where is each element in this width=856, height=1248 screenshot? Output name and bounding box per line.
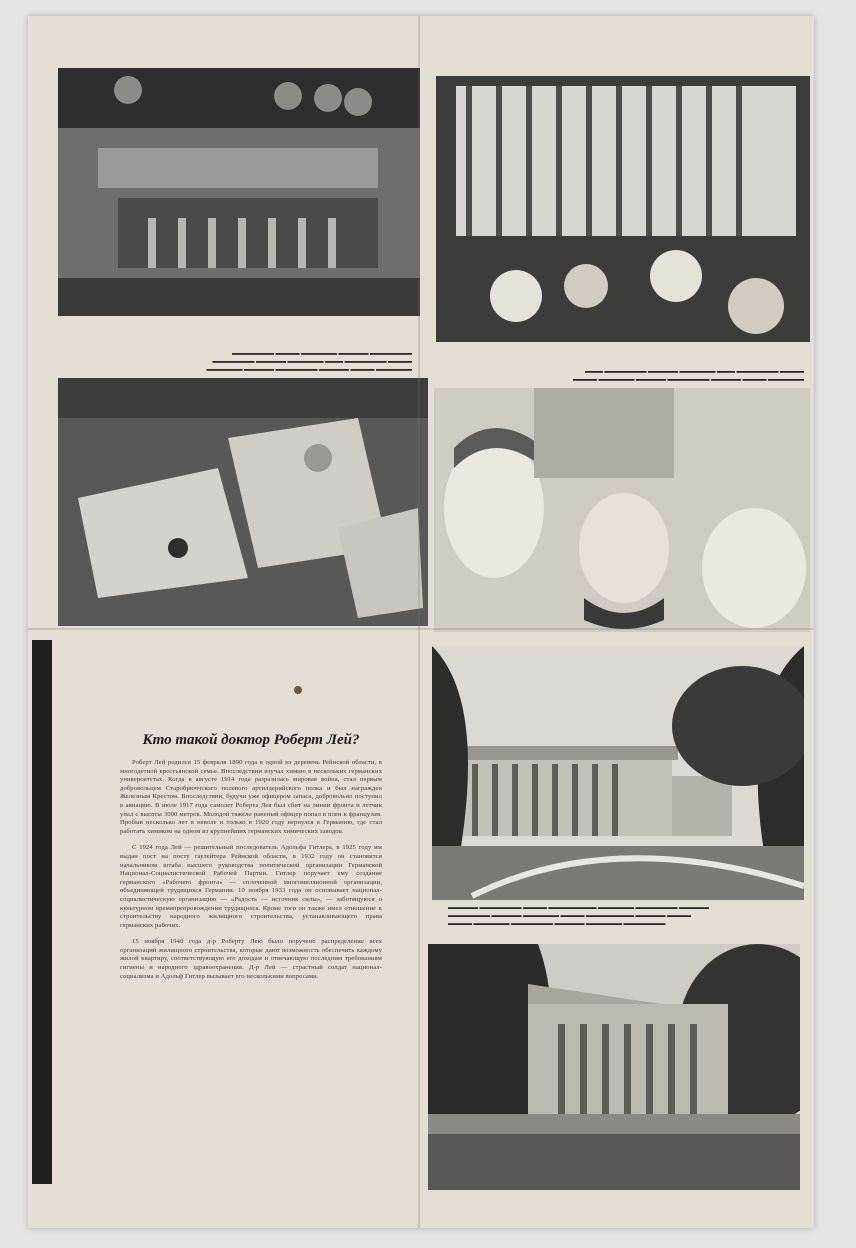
paper-hole bbox=[294, 686, 302, 694]
photo-factory-hall bbox=[58, 68, 420, 316]
photo-smiling-faces bbox=[434, 388, 810, 632]
caption-upside-down-right: ▬▬▬▬▬▬ ▬▬▬▬ ▬▬▬▬▬ ▬▬▬▬▬▬▬ ▬▬▬▬▬ ▬▬▬▬▬▬ ▬▬▬▬ ▬▬▬▬ ▬▬▬▬▬▬▬ ▬▬▬ ▬▬▬▬▬▬ ▬▬▬▬▬ ▬▬▬▬▬▬▬ ▬▬▬ bbox=[573, 369, 804, 383]
vertical-fold-line bbox=[418, 16, 420, 1228]
photo-children-crib bbox=[436, 76, 810, 342]
article-robert-ley bbox=[120, 732, 382, 989]
article-paragraph-1: Роберт Лей родился 15 февраля 1890 года в одной из деревень Рейнской области, в многодетной крестьянской семье. Впоследствии изучал химию в нескольких германских университетах. Когда в августе 1914 года разразилась мировая война, стал первым добровольцем Старобрюччского полевого артиллерийского полка и был награжден Железным Крестом. Впоследствии, будучи уже офицером запаса, добровольно поступил в авиацию. В июле 1917 года самолет Роберта Лея был сбит на линии фронта и летчик упал с высоты 3000 метров. Молодой тяжело раненый офицер попал в плен к французам. Пробыв несколько лет в неволе и только в 1920 году вернулся в Германию, где стал работать химиком на одном из крупнейших германских химических заводов. bbox=[120, 759, 382, 835]
article-paragraph-3: 15 ноября 1940 года д-р Роберту Лею было поручено распределение всех организаций жилищного строительства, которые дают возможность обеспечить каждому жилой квартиру, соответствующую его доходам и отвечающую последним требованиям гигиены и народного здравоохранения. Д-р Лей — страстный солдат национал-социализма и Адольф Гитлер вызывает его несколькими вопросами. bbox=[120, 938, 382, 980]
photo-drafting-room bbox=[58, 378, 428, 626]
photo-classical-building bbox=[428, 944, 800, 1190]
article-paragraph-2: С 1924 года Лей — решительный последователь Адольфа Гитлера, в 1925 году им выдан пост на посту гаулейтера Рейнской области, в 1932 году он становится начальником штаба высшего руководства политической организации Германской Национал-Социалистической Рабочей Партии. Гитлер поручает ему создание германского «Рабочего фронта» — сплоченной многомиллионной организации, объединяющей трудящихся Германии. 10 ноября 1933 года он основывает национал-социалистическую организацию — «Радость — источник силы», — заботящуюся о культурном времяпрепровождении трудящихся. Кроме того он также имел отношение к строительству народного жилищного строительства, устанавливающего права германских рабочих. bbox=[120, 844, 382, 929]
horizontal-fold-line bbox=[28, 628, 814, 630]
caption-upside-down-left: ▬▬▬▬▬▬ ▬▬▬▬ ▬▬▬▬▬ ▬▬▬▬▬▬▬ ▬▬▬▬▬ ▬▬▬▬▬▬ ▬▬▬▬ ▬▬▬▬▬▬▬ ▬▬▬ ▬▬▬▬▬▬ ▬▬▬▬▬ ▬▬▬▬▬▬▬ ▬▬▬▬▬▬▬ ▬▬▬▬▬ ▬▬▬▬▬▬ ▬▬▬▬ ▬▬▬▬▬▬▬ bbox=[206, 351, 412, 373]
caption-state-building: ▬▬▬▬▬ ▬▬▬▬▬▬▬ ▬▬▬▬ ▬▬▬▬▬▬▬▬ ▬▬▬▬▬▬ ▬▬▬▬▬▬▬ ▬▬▬▬▬ ▬▬▬▬▬▬▬ ▬▬▬▬▬ ▬▬▬▬▬▬ ▬▬▬▬ ▬▬▬▬▬▬▬▬ ▬▬▬▬▬ ▬▬▬▬ ▬▬▬▬ ▬▬▬▬▬▬ ▬▬▬▬▬▬▬ ▬▬▬▬▬ ▬▬▬▬▬▬ ▬▬▬▬▬▬▬ bbox=[448, 905, 709, 927]
article-title: Кто такой доктор Роберт Лей? bbox=[142, 732, 360, 748]
decorative-sidebar-bar bbox=[32, 640, 52, 1184]
photo-state-building bbox=[432, 646, 804, 900]
